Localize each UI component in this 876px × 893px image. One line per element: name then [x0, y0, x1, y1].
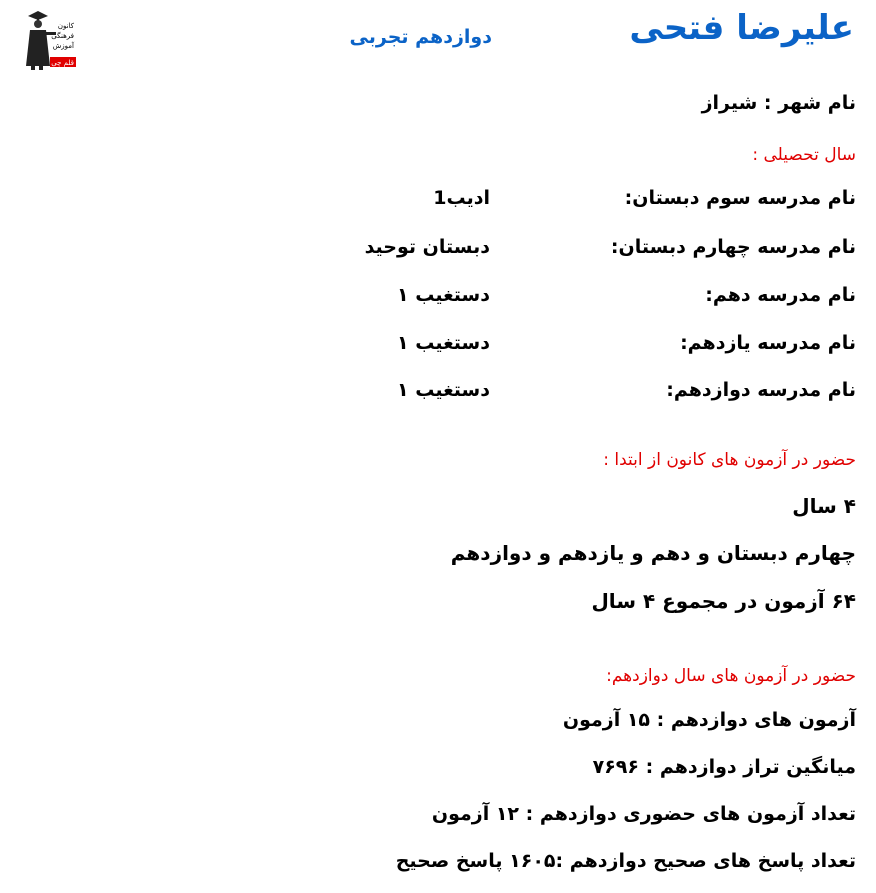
academic-year-heading: سال تحصیلی : — [752, 145, 856, 165]
school-12th-value: دستغیب ۱ — [396, 379, 490, 401]
kanoon-logo — [22, 6, 78, 72]
grade12-average-score: میانگین تراز دوازدهم : ۷۶۹۶ — [592, 756, 856, 778]
logo-line-4: قلم چی — [51, 59, 74, 67]
kanoon-grades: چهارم دبستان و دهم و یازدهم و دوازدهم — [450, 541, 856, 565]
logo-line-2: فرهنگی — [51, 32, 74, 40]
school-11th-label: نام مدرسه یازدهم: — [680, 332, 856, 354]
student-name: علیرضا فتحی — [629, 8, 854, 48]
school-4th-label: نام مدرسه چهارم دبستان: — [610, 236, 856, 258]
grade12-inperson-exams: تعداد آزمون های حضوری دوازدهم : ۱۲ آزمون — [431, 803, 856, 825]
grade12-exam-count: آزمون های دوازدهم : ۱۵ آزمون — [562, 709, 856, 731]
school-11th-value: دستغیب ۱ — [396, 332, 490, 354]
school-3rd-label: نام مدرسه سوم دبستان: — [624, 187, 856, 209]
kanoon-years: ۴ سال — [792, 494, 856, 518]
grade12-heading: حضور در آزمون های سال دوازدهم: — [606, 666, 856, 686]
city-line: نام شهر : شیراز — [701, 92, 856, 114]
graduate-figure-icon — [22, 6, 78, 72]
kanoon-total-exams: ۶۴ آزمون در مجموع ۴ سال — [591, 589, 856, 613]
kanoon-history-heading: حضور در آزمون های کانون از ابتدا : — [603, 450, 856, 470]
grade-label: دوازدهم تجربی — [349, 26, 492, 48]
logo-line-1: کانون — [57, 22, 74, 30]
school-4th-value: دبستان توحید — [364, 236, 490, 258]
school-12th-label: نام مدرسه دوازدهم: — [666, 379, 856, 401]
school-10th-label: نام مدرسه دهم: — [705, 284, 856, 306]
school-10th-value: دستغیب ۱ — [396, 284, 490, 306]
school-3rd-value: ادیب1 — [433, 187, 490, 209]
logo-line-3: آموزش — [52, 42, 74, 50]
grade12-correct-answers: تعداد پاسخ های صحیح دوازدهم :۱۶۰۵ پاسخ صحیح — [395, 850, 856, 872]
